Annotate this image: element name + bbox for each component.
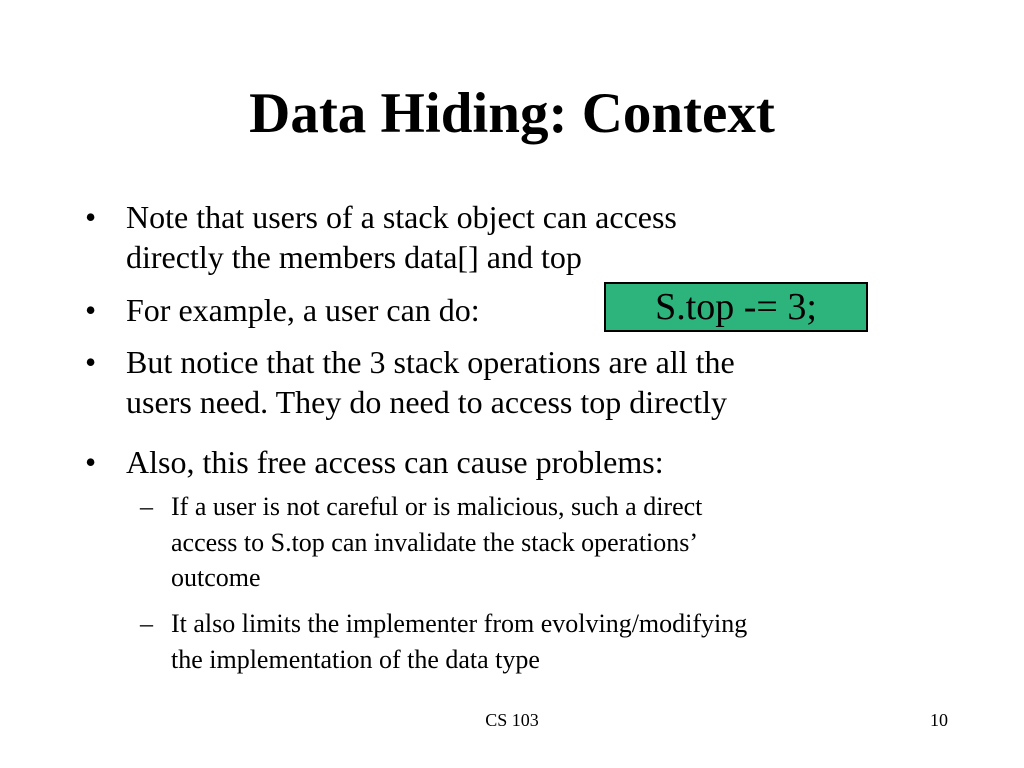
bullet-marker: •	[85, 292, 97, 328]
code-example-box: S.top -= 3;	[604, 282, 868, 332]
bullet-text	[126, 442, 664, 482]
sub-bullet-marker: –	[140, 609, 153, 638]
bullet-line: directly the members data[] and top	[126, 239, 582, 275]
bullet-marker: •	[85, 199, 97, 235]
bullet-line: But notice that the 3 stack operations are all the	[126, 344, 735, 380]
sub-bullet-line: outcome	[171, 563, 261, 592]
bullet-text	[126, 197, 677, 277]
sub-bullet-line: If a user is not careful or is malicious, such a direct	[171, 492, 703, 521]
bullet-text	[126, 290, 480, 330]
sub-bullet-line: the implementation of the data type	[171, 644, 540, 674]
sub-bullet-line: access to S.top can invalidate the stack operations’	[171, 527, 699, 557]
sub-bullet-text	[171, 606, 747, 677]
bullet-marker: •	[85, 444, 97, 480]
sub-bullet-marker: –	[140, 492, 153, 521]
slide-page-number: 10	[930, 710, 948, 730]
bullet-marker: •	[85, 344, 97, 380]
slide-title: Data Hiding: Context	[249, 82, 775, 145]
footer-course-label: CS 103	[485, 710, 539, 730]
bullet-line: Also, this free access can cause problems:	[126, 444, 664, 480]
sub-bullet-line: It also limits the implementer from evolving/modifying	[171, 609, 748, 638]
bullet-line: Note that users of a stack object can access	[126, 199, 677, 235]
sub-bullet-text	[171, 489, 702, 596]
bullet-text	[126, 342, 735, 422]
bullet-line: users need. They do need to access top directly	[126, 384, 727, 420]
bullet-line: For example, a user can do:	[126, 292, 480, 328]
